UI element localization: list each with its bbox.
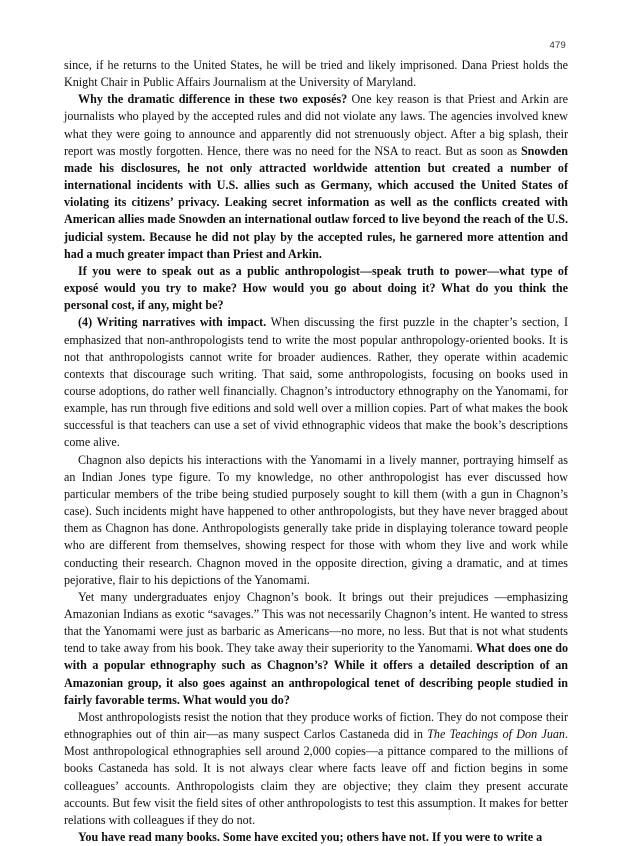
question-text: You have read many books. Some have excited you; others have not. If you were to write a bbox=[78, 830, 543, 845]
question-text: Why the dramatic difference in these two exposés? bbox=[78, 92, 348, 107]
paragraph bbox=[64, 263, 568, 314]
paragraph-text: When discussing the first puzzle in the chapter’s section, I emphasized that non-anthropologists tend to write the most popular anthropology-oriented books. It is not that anthropologists cannot write for broader audiences. Rather, they operate within academic contexts that discourage such writing. That said, some anthropologists, focusing on books used in course adoptions, do rather well financially. Chagnon’s introductory ethnography on the Yanomami, for example, has run through five editions and sold well over a million copies. Part of what makes the book successful is that teachers can use a set of vivid ethnographic videos that make the book’s descriptions come alive. bbox=[64, 315, 569, 450]
paragraph bbox=[64, 314, 568, 451]
paragraph bbox=[64, 452, 568, 589]
paragraph-text: since, if he returns to the United States, he will be tried and likely imprisoned. Dana Priest holds the Knight Chair in Public Affairs Journalism at the University of Maryland. bbox=[64, 58, 568, 90]
paragraph-text: One key reason is that Priest and Arkin are journalists who played by the accepted rules and did not violate any laws. The agencies involved knew what they were going to announce and apparently did not strenuously object. After a big splash, their report was mostly forgotten. Hence, there was no need for the NSA to react. But as soon as bbox=[64, 92, 568, 158]
section-heading: (4) Writing narratives with impact. bbox=[78, 315, 267, 330]
paragraph-text: Yet many undergraduates enjoy Chagnon’s book. It brings out their prejudices —emphasizing Amazonian Indians as exotic “savages.” This was not necessarily Chagnon’s intent. He wanted to stress that the Yanomami were just as barbaric as Americans—no more, no less. But that is not what students tend to take away from his book. They take away their superiority to the Yanomami. bbox=[64, 589, 568, 656]
paragraph bbox=[64, 91, 568, 263]
paragraph bbox=[64, 57, 568, 91]
body-text bbox=[64, 57, 568, 846]
page-number: 479 bbox=[549, 40, 566, 51]
paragraph-text: Chagnon also depicts his interactions with the Yanomami in a lively manner, portraying himself as an Indian Jones type figure. To my knowledge, no other anthropologist has ever discussed how particular members of the tribe being studied purposely sought to kill them (with a gun in Chagnon’s case). Such incidents might have happened to other anthropologists, but they have never bragged about them as Chagnon has done. Anthropologists generally take pride in displaying tolerance toward people who are different from themselves, showing respect for those with whom they live and work while conducting their research. Chagnon moved in the opposite direction, giving a dramatic, and at times pejorative, flair to his depictions of the Yanomami. bbox=[64, 452, 568, 587]
question-text: What does one do with a popular ethnography such as Chagnon’s? While it offers a detailed description of an Amazonian group, it also goes against an anthropological tenet of describing people studied in fairly favorable terms. What would you do? bbox=[64, 641, 568, 707]
paragraph bbox=[64, 589, 568, 709]
paragraph bbox=[64, 709, 568, 829]
question-text: If you were to speak out as a public anthropologist—speak truth to power—what type of exposé would you try to make? How would you go about doing it? What do you think the personal cost, if any, might be? bbox=[64, 263, 568, 313]
book-title: The Teachings of Don Juan bbox=[427, 727, 565, 742]
paragraph bbox=[64, 829, 568, 846]
emphasis-text: Snowden made his disclosures, he not only attracted worldwide attention but created a number of international incidents with U.S. allies such as Germany, which accused the United States of violating its citizens’ privacy. Leaking secret information as well as the conflicts created with American allies made Snowden an international outlaw forced to live beyond the reach of the U.S. judicial system. Because he did not play by the accepted rules, he garnered more attention and had a much greater impact than Priest and Arkin. bbox=[64, 143, 568, 261]
paragraph-text: Most anthropologists resist the notion that they produce works of fiction. They do not compose their ethnographies out of thin air—as many suspect Carlos Castaneda did in bbox=[64, 709, 568, 742]
paragraph-text: . Most anthropological ethnographies sell around 2,000 copies—a pittance compared to the millions of books Castaneda has sold. It is not always clear where facts leave off and fiction begins in some colleagues’ accounts. Anthropologists claim they are objective; they claim they present accurate accounts. But few visit the field sites of other anthropologists to test this assumption. It makes for better relations with colleagues if they do not. bbox=[64, 727, 568, 827]
